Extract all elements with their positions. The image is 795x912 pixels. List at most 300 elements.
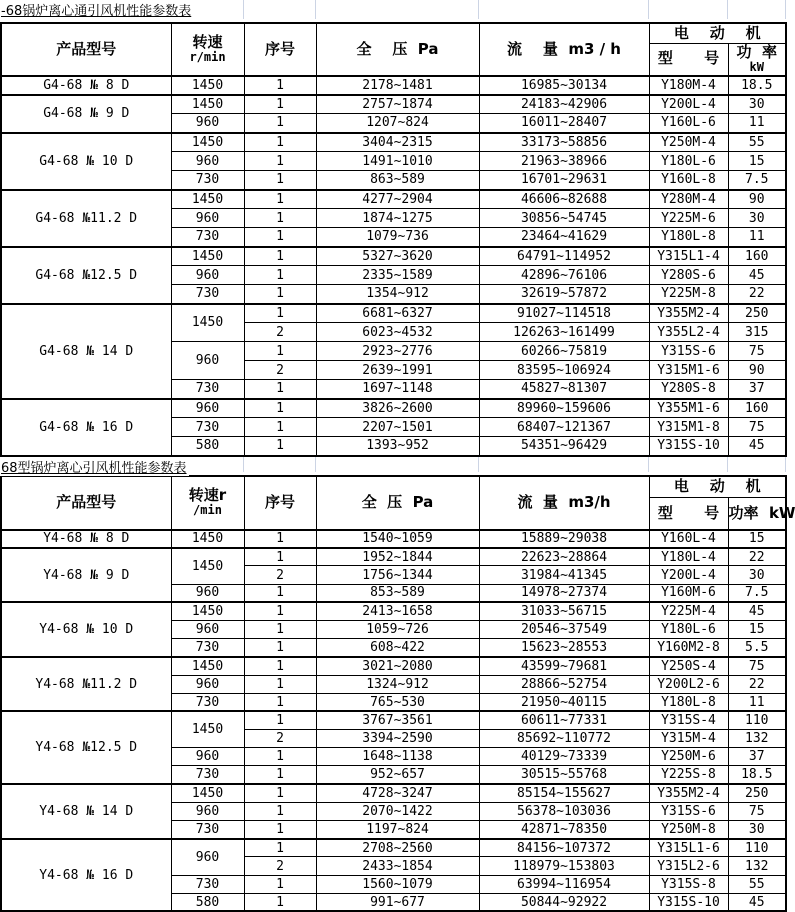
flow-cell: 46606~82688: [479, 190, 649, 209]
table-row: [1, 784, 786, 802]
header-seq: 序号: [244, 23, 316, 76]
spreadsheet-gridline: [315, 0, 316, 19]
flow-cell: 60266~75819: [479, 342, 649, 361]
speed-cell: 730: [171, 693, 244, 711]
power-cell: 45: [728, 266, 786, 285]
speed-cell: 960: [171, 620, 244, 638]
table-row: [1, 839, 786, 857]
pressure-cell: 2639~1991: [316, 361, 479, 380]
power-cell: 45: [728, 893, 786, 911]
power-cell: 132: [728, 730, 786, 748]
speed-cell: 960: [171, 266, 244, 285]
header-power: 功率 kW: [728, 498, 786, 530]
flow-cell: 56378~103036: [479, 802, 649, 820]
seq-cell: 1: [244, 711, 316, 729]
flow-cell: 40129~73339: [479, 748, 649, 766]
pressure-cell: 765~530: [316, 693, 479, 711]
motor-model-cell: Y315L2-6: [649, 857, 728, 875]
seq-cell: 1: [244, 228, 316, 247]
flow-cell: 42871~78350: [479, 821, 649, 839]
speed-cell: 730: [171, 875, 244, 893]
speed-cell: 960: [171, 839, 244, 875]
power-cell: 315: [728, 323, 786, 342]
power-cell: 7.5: [728, 171, 786, 190]
spreadsheet-gridline: [648, 0, 649, 19]
speed-cell: 960: [171, 675, 244, 693]
seq-cell: 1: [244, 802, 316, 820]
speed-cell: 960: [171, 209, 244, 228]
seq-cell: 1: [244, 209, 316, 228]
product-model-cell: G4-68 №11.2 D: [1, 190, 171, 247]
flow-cell: 68407~121367: [479, 418, 649, 437]
pressure-cell: 3404~2315: [316, 133, 479, 152]
seq-cell: 1: [244, 839, 316, 857]
flow-cell: 14978~27374: [479, 584, 649, 602]
seq-cell: 1: [244, 247, 316, 266]
power-cell: 18.5: [728, 766, 786, 784]
pressure-cell: 2335~1589: [316, 266, 479, 285]
flow-cell: 21950~40115: [479, 693, 649, 711]
motor-model-cell: Y250S-4: [649, 657, 728, 675]
seq-cell: 1: [244, 675, 316, 693]
seq-cell: 1: [244, 766, 316, 784]
motor-model-cell: Y355L2-4: [649, 323, 728, 342]
seq-cell: 1: [244, 285, 316, 304]
seq-cell: 1: [244, 693, 316, 711]
motor-model-cell: Y180L-8: [649, 693, 728, 711]
flow-cell: 85692~110772: [479, 730, 649, 748]
power-cell: 75: [728, 418, 786, 437]
seq-cell: 2: [244, 566, 316, 584]
seq-cell: 1: [244, 548, 316, 566]
table1-header: [1, 23, 786, 76]
power-cell: 45: [728, 437, 786, 456]
flow-cell: 15889~29038: [479, 530, 649, 548]
speed-cell: 730: [171, 821, 244, 839]
table-row: [1, 530, 786, 548]
product-model-cell: G4-68 № 9 D: [1, 95, 171, 133]
power-cell: 11: [728, 693, 786, 711]
pressure-cell: 2757~1874: [316, 95, 479, 114]
pressure-cell: 4728~3247: [316, 784, 479, 802]
spreadsheet-gridline: [478, 457, 479, 472]
header-speed-line1: 转速r: [188, 486, 227, 505]
seq-cell: 1: [244, 380, 316, 399]
motor-model-cell: Y355M2-4: [649, 784, 728, 802]
header-speed-line2: /min: [193, 503, 222, 518]
flow-cell: 30515~55768: [479, 766, 649, 784]
table-row: [1, 247, 786, 266]
seq-cell: 1: [244, 530, 316, 548]
header-motor-model: 型 号: [649, 43, 728, 76]
flow-cell: 91027~114518: [479, 304, 649, 323]
seq-cell: 1: [244, 266, 316, 285]
speed-cell: 730: [171, 639, 244, 657]
product-model-cell: Y4-68 № 10 D: [1, 602, 171, 657]
pressure-cell: 1874~1275: [316, 209, 479, 228]
power-cell: 37: [728, 380, 786, 399]
sheet-strip-top: [0, 0, 794, 22]
motor-model-cell: Y225M-8: [649, 285, 728, 304]
power-cell: 11: [728, 114, 786, 133]
pressure-cell: 4277~2904: [316, 190, 479, 209]
motor-model-cell: Y315S-4: [649, 711, 728, 729]
motor-model-cell: Y250M-4: [649, 133, 728, 152]
power-cell: 15: [728, 620, 786, 638]
seq-cell: 1: [244, 657, 316, 675]
speed-cell: 960: [171, 584, 244, 602]
flow-cell: 54351~96429: [479, 437, 649, 456]
speed-cell: 1450: [171, 530, 244, 548]
power-cell: 15: [728, 530, 786, 548]
motor-model-cell: Y355M2-4: [649, 304, 728, 323]
spreadsheet-gridline: [727, 457, 728, 472]
power-cell: 250: [728, 784, 786, 802]
spreadsheet-gridline: [478, 0, 479, 19]
pressure-cell: 3394~2590: [316, 730, 479, 748]
table2-header: [1, 476, 795, 530]
header-speed-line1: 转速: [192, 32, 223, 51]
pressure-cell: 1491~1010: [316, 152, 479, 171]
pressure-cell: 2708~2560: [316, 839, 479, 857]
motor-model-cell: Y180L-6: [649, 620, 728, 638]
seq-cell: 1: [244, 821, 316, 839]
motor-model-cell: Y280M-4: [649, 190, 728, 209]
flow-cell: 21963~38966: [479, 152, 649, 171]
spreadsheet-gridline: [315, 457, 316, 472]
flow-cell: 83595~106924: [479, 361, 649, 380]
speed-cell: 960: [171, 399, 244, 418]
flow-cell: 45827~81307: [479, 380, 649, 399]
power-cell: 22: [728, 675, 786, 693]
product-model-cell: Y4-68 №11.2 D: [1, 657, 171, 712]
motor-model-cell: Y180L-8: [649, 228, 728, 247]
pressure-cell: 2178~1481: [316, 76, 479, 95]
pressure-cell: 608~422: [316, 639, 479, 657]
spreadsheet-gridline: [727, 0, 728, 19]
spreadsheet-gridline: [785, 457, 786, 472]
table-row: [1, 711, 786, 729]
product-model-cell: Y4-68 №12.5 D: [1, 711, 171, 784]
motor-model-cell: Y315S-6: [649, 802, 728, 820]
table-row: [1, 304, 786, 323]
seq-cell: 1: [244, 171, 316, 190]
pressure-cell: 2070~1422: [316, 802, 479, 820]
motor-model-cell: Y315S-8: [649, 875, 728, 893]
header-speed: [171, 476, 244, 530]
table1-body: [1, 76, 786, 456]
seq-cell: 1: [244, 342, 316, 361]
power-cell: 5.5: [728, 639, 786, 657]
flow-cell: 22623~28864: [479, 548, 649, 566]
seq-cell: 1: [244, 893, 316, 911]
power-cell: 18.5: [728, 76, 786, 95]
speed-cell: 1450: [171, 133, 244, 152]
seq-cell: 1: [244, 620, 316, 638]
pressure-cell: 3826~2600: [316, 399, 479, 418]
speed-cell: 580: [171, 437, 244, 456]
product-model-cell: G4-68 № 10 D: [1, 133, 171, 190]
header-product-model: 产品型号: [1, 476, 171, 530]
pressure-cell: 1756~1344: [316, 566, 479, 584]
pressure-cell: 2413~1658: [316, 602, 479, 620]
power-cell: 15: [728, 152, 786, 171]
pressure-cell: 1324~912: [316, 675, 479, 693]
power-cell: 110: [728, 839, 786, 857]
pressure-cell: 1648~1138: [316, 748, 479, 766]
table-row: [1, 548, 786, 566]
motor-model-cell: Y160L-4: [649, 530, 728, 548]
table-row: [1, 190, 786, 209]
motor-model-cell: Y200L-4: [649, 95, 728, 114]
speed-cell: 960: [171, 748, 244, 766]
motor-model-cell: Y160M2-8: [649, 639, 728, 657]
motor-model-cell: Y180L-6: [649, 152, 728, 171]
power-cell: 250: [728, 304, 786, 323]
flow-cell: 126263~161499: [479, 323, 649, 342]
flow-cell: 16701~29631: [479, 171, 649, 190]
pressure-cell: 1697~1148: [316, 380, 479, 399]
motor-model-cell: Y225M-6: [649, 209, 728, 228]
spreadsheet-gridline: [243, 457, 244, 472]
seq-cell: 1: [244, 95, 316, 114]
power-cell: 55: [728, 875, 786, 893]
speed-cell: 960: [171, 802, 244, 820]
spreadsheet-gridline: [785, 0, 786, 19]
seq-cell: 1: [244, 399, 316, 418]
seq-cell: 1: [244, 748, 316, 766]
flow-cell: 50844~92922: [479, 893, 649, 911]
spreadsheet-gridline: [243, 0, 244, 19]
motor-model-cell: Y160L-6: [649, 114, 728, 133]
pressure-cell: 1354~912: [316, 285, 479, 304]
header-power: [728, 43, 786, 76]
flow-cell: 63994~116954: [479, 875, 649, 893]
header-motor-group: 电 动 机: [649, 476, 786, 498]
power-cell: 30: [728, 566, 786, 584]
speed-cell: 1450: [171, 602, 244, 620]
pressure-cell: 1540~1059: [316, 530, 479, 548]
flow-cell: 31984~41345: [479, 566, 649, 584]
power-cell: 110: [728, 711, 786, 729]
motor-model-cell: Y280S-8: [649, 380, 728, 399]
pressure-cell: 1207~824: [316, 114, 479, 133]
seq-cell: 1: [244, 152, 316, 171]
motor-model-cell: Y200L2-6: [649, 675, 728, 693]
speed-cell: 730: [171, 380, 244, 399]
motor-model-cell: Y315L1-6: [649, 839, 728, 857]
table2-title: 68型锅炉离心引风机性能参数表: [1, 460, 187, 476]
header-power-line2: kW: [749, 59, 764, 74]
table-row: [1, 95, 786, 114]
motor-model-cell: Y315S-6: [649, 342, 728, 361]
power-cell: 11: [728, 228, 786, 247]
speed-cell: 730: [171, 418, 244, 437]
seq-cell: 1: [244, 784, 316, 802]
motor-model-cell: Y315S-10: [649, 437, 728, 456]
seq-cell: 2: [244, 361, 316, 380]
power-cell: 45: [728, 602, 786, 620]
flow-cell: 16011~28407: [479, 114, 649, 133]
flow-cell: 33173~58856: [479, 133, 649, 152]
flow-cell: 42896~76106: [479, 266, 649, 285]
speed-cell: 1450: [171, 548, 244, 584]
power-cell: 55: [728, 133, 786, 152]
seq-cell: 1: [244, 76, 316, 95]
header-pressure: 全 压 Pa: [316, 23, 479, 76]
flow-cell: 118979~153803: [479, 857, 649, 875]
header-speed-line2: r/min: [189, 50, 226, 64]
power-cell: 75: [728, 802, 786, 820]
power-cell: 132: [728, 857, 786, 875]
motor-model-cell: Y180L-4: [649, 548, 728, 566]
seq-cell: 1: [244, 602, 316, 620]
speed-cell: 730: [171, 171, 244, 190]
pressure-cell: 3767~3561: [316, 711, 479, 729]
pressure-cell: 1059~726: [316, 620, 479, 638]
motor-model-cell: Y315S-10: [649, 893, 728, 911]
flow-cell: 31033~56715: [479, 602, 649, 620]
header-speed: [171, 23, 244, 76]
motor-model-cell: Y225S-8: [649, 766, 728, 784]
flow-cell: 28866~52754: [479, 675, 649, 693]
power-cell: 7.5: [728, 584, 786, 602]
power-cell: 75: [728, 342, 786, 361]
product-model-cell: G4-68 № 14 D: [1, 304, 171, 399]
table1-title: -68锅炉离心通引风机性能参数表: [1, 4, 192, 19]
speed-cell: 1450: [171, 190, 244, 209]
header-pressure: 全 压 Pa: [316, 476, 479, 530]
power-cell: 22: [728, 285, 786, 304]
table-row: [1, 602, 786, 620]
flow-cell: 32619~57872: [479, 285, 649, 304]
pressure-cell: 6023~4532: [316, 323, 479, 342]
header-flow: 流 量 m3/h: [479, 476, 649, 530]
seq-cell: 1: [244, 114, 316, 133]
product-model-cell: Y4-68 № 14 D: [1, 784, 171, 839]
speed-cell: 1450: [171, 95, 244, 114]
power-cell: 22: [728, 548, 786, 566]
table-row: [1, 657, 786, 675]
power-cell: 30: [728, 209, 786, 228]
header-seq: 序号: [244, 476, 316, 530]
motor-model-cell: Y355M1-6: [649, 399, 728, 418]
pressure-cell: 2923~2776: [316, 342, 479, 361]
table-row: [1, 399, 786, 418]
flow-cell: 16985~30134: [479, 76, 649, 95]
motor-model-cell: Y160L-8: [649, 171, 728, 190]
speed-cell: 730: [171, 766, 244, 784]
header-motor-group: 电 动 机: [649, 23, 786, 43]
header-flow: 流 量 m3 / h: [479, 23, 649, 76]
product-model-cell: Y4-68 № 16 D: [1, 839, 171, 912]
flow-cell: 43599~79681: [479, 657, 649, 675]
speed-cell: 960: [171, 342, 244, 380]
seq-cell: 2: [244, 857, 316, 875]
seq-cell: 1: [244, 133, 316, 152]
header-product-model: 产品型号: [1, 23, 171, 76]
speed-cell: 960: [171, 152, 244, 171]
power-cell: 90: [728, 190, 786, 209]
seq-cell: 1: [244, 875, 316, 893]
spreadsheet-gridline: [648, 457, 649, 472]
flow-cell: 15623~28553: [479, 639, 649, 657]
pressure-cell: 1560~1079: [316, 875, 479, 893]
flow-cell: 23464~41629: [479, 228, 649, 247]
fan-parameters-table-g4-68: [0, 22, 787, 457]
motor-model-cell: Y315M1-6: [649, 361, 728, 380]
power-cell: 160: [728, 399, 786, 418]
seq-cell: 1: [244, 304, 316, 323]
flow-cell: 85154~155627: [479, 784, 649, 802]
flow-cell: 30856~54745: [479, 209, 649, 228]
speed-cell: 1450: [171, 76, 244, 95]
motor-model-cell: Y315L1-4: [649, 247, 728, 266]
product-model-cell: Y4-68 № 8 D: [1, 530, 171, 548]
pressure-cell: 853~589: [316, 584, 479, 602]
motor-model-cell: Y315M1-8: [649, 418, 728, 437]
pressure-cell: 6681~6327: [316, 304, 479, 323]
flow-cell: 64791~114952: [479, 247, 649, 266]
table-row: [1, 76, 786, 95]
fan-parameters-table-y4-68: [0, 475, 795, 912]
motor-model-cell: Y315M-4: [649, 730, 728, 748]
product-model-cell: G4-68 № 8 D: [1, 76, 171, 95]
motor-model-cell: Y250M-6: [649, 748, 728, 766]
pressure-cell: 5327~3620: [316, 247, 479, 266]
seq-cell: 2: [244, 730, 316, 748]
power-cell: 90: [728, 361, 786, 380]
seq-cell: 1: [244, 418, 316, 437]
seq-cell: 1: [244, 437, 316, 456]
pressure-cell: 1952~1844: [316, 548, 479, 566]
power-cell: 160: [728, 247, 786, 266]
speed-cell: 580: [171, 893, 244, 911]
speed-cell: 960: [171, 114, 244, 133]
seq-cell: 1: [244, 584, 316, 602]
motor-model-cell: Y250M-8: [649, 821, 728, 839]
speed-cell: 1450: [171, 784, 244, 802]
speed-cell: 1450: [171, 304, 244, 342]
motor-model-cell: Y160M-6: [649, 584, 728, 602]
flow-cell: 60611~77331: [479, 711, 649, 729]
flow-cell: 89960~159606: [479, 399, 649, 418]
seq-cell: 2: [244, 323, 316, 342]
motor-model-cell: Y180M-4: [649, 76, 728, 95]
pressure-cell: 1079~736: [316, 228, 479, 247]
speed-cell: 730: [171, 285, 244, 304]
pressure-cell: 1197~824: [316, 821, 479, 839]
power-cell: 75: [728, 657, 786, 675]
flow-cell: 20546~37549: [479, 620, 649, 638]
product-model-cell: Y4-68 № 9 D: [1, 548, 171, 603]
pressure-cell: 2433~1854: [316, 857, 479, 875]
motor-model-cell: Y225M-4: [649, 602, 728, 620]
flow-cell: 84156~107372: [479, 839, 649, 857]
motor-model-cell: Y280S-6: [649, 266, 728, 285]
seq-cell: 1: [244, 639, 316, 657]
power-cell: 30: [728, 95, 786, 114]
sheet-strip-middle: [0, 457, 794, 475]
product-model-cell: G4-68 № 16 D: [1, 399, 171, 456]
seq-cell: 1: [244, 190, 316, 209]
header-power-line1: 功 率: [736, 42, 777, 61]
flow-cell: 24183~42906: [479, 95, 649, 114]
speed-cell: 730: [171, 228, 244, 247]
pressure-cell: 1393~952: [316, 437, 479, 456]
motor-model-cell: Y200L-4: [649, 566, 728, 584]
pressure-cell: 2207~1501: [316, 418, 479, 437]
